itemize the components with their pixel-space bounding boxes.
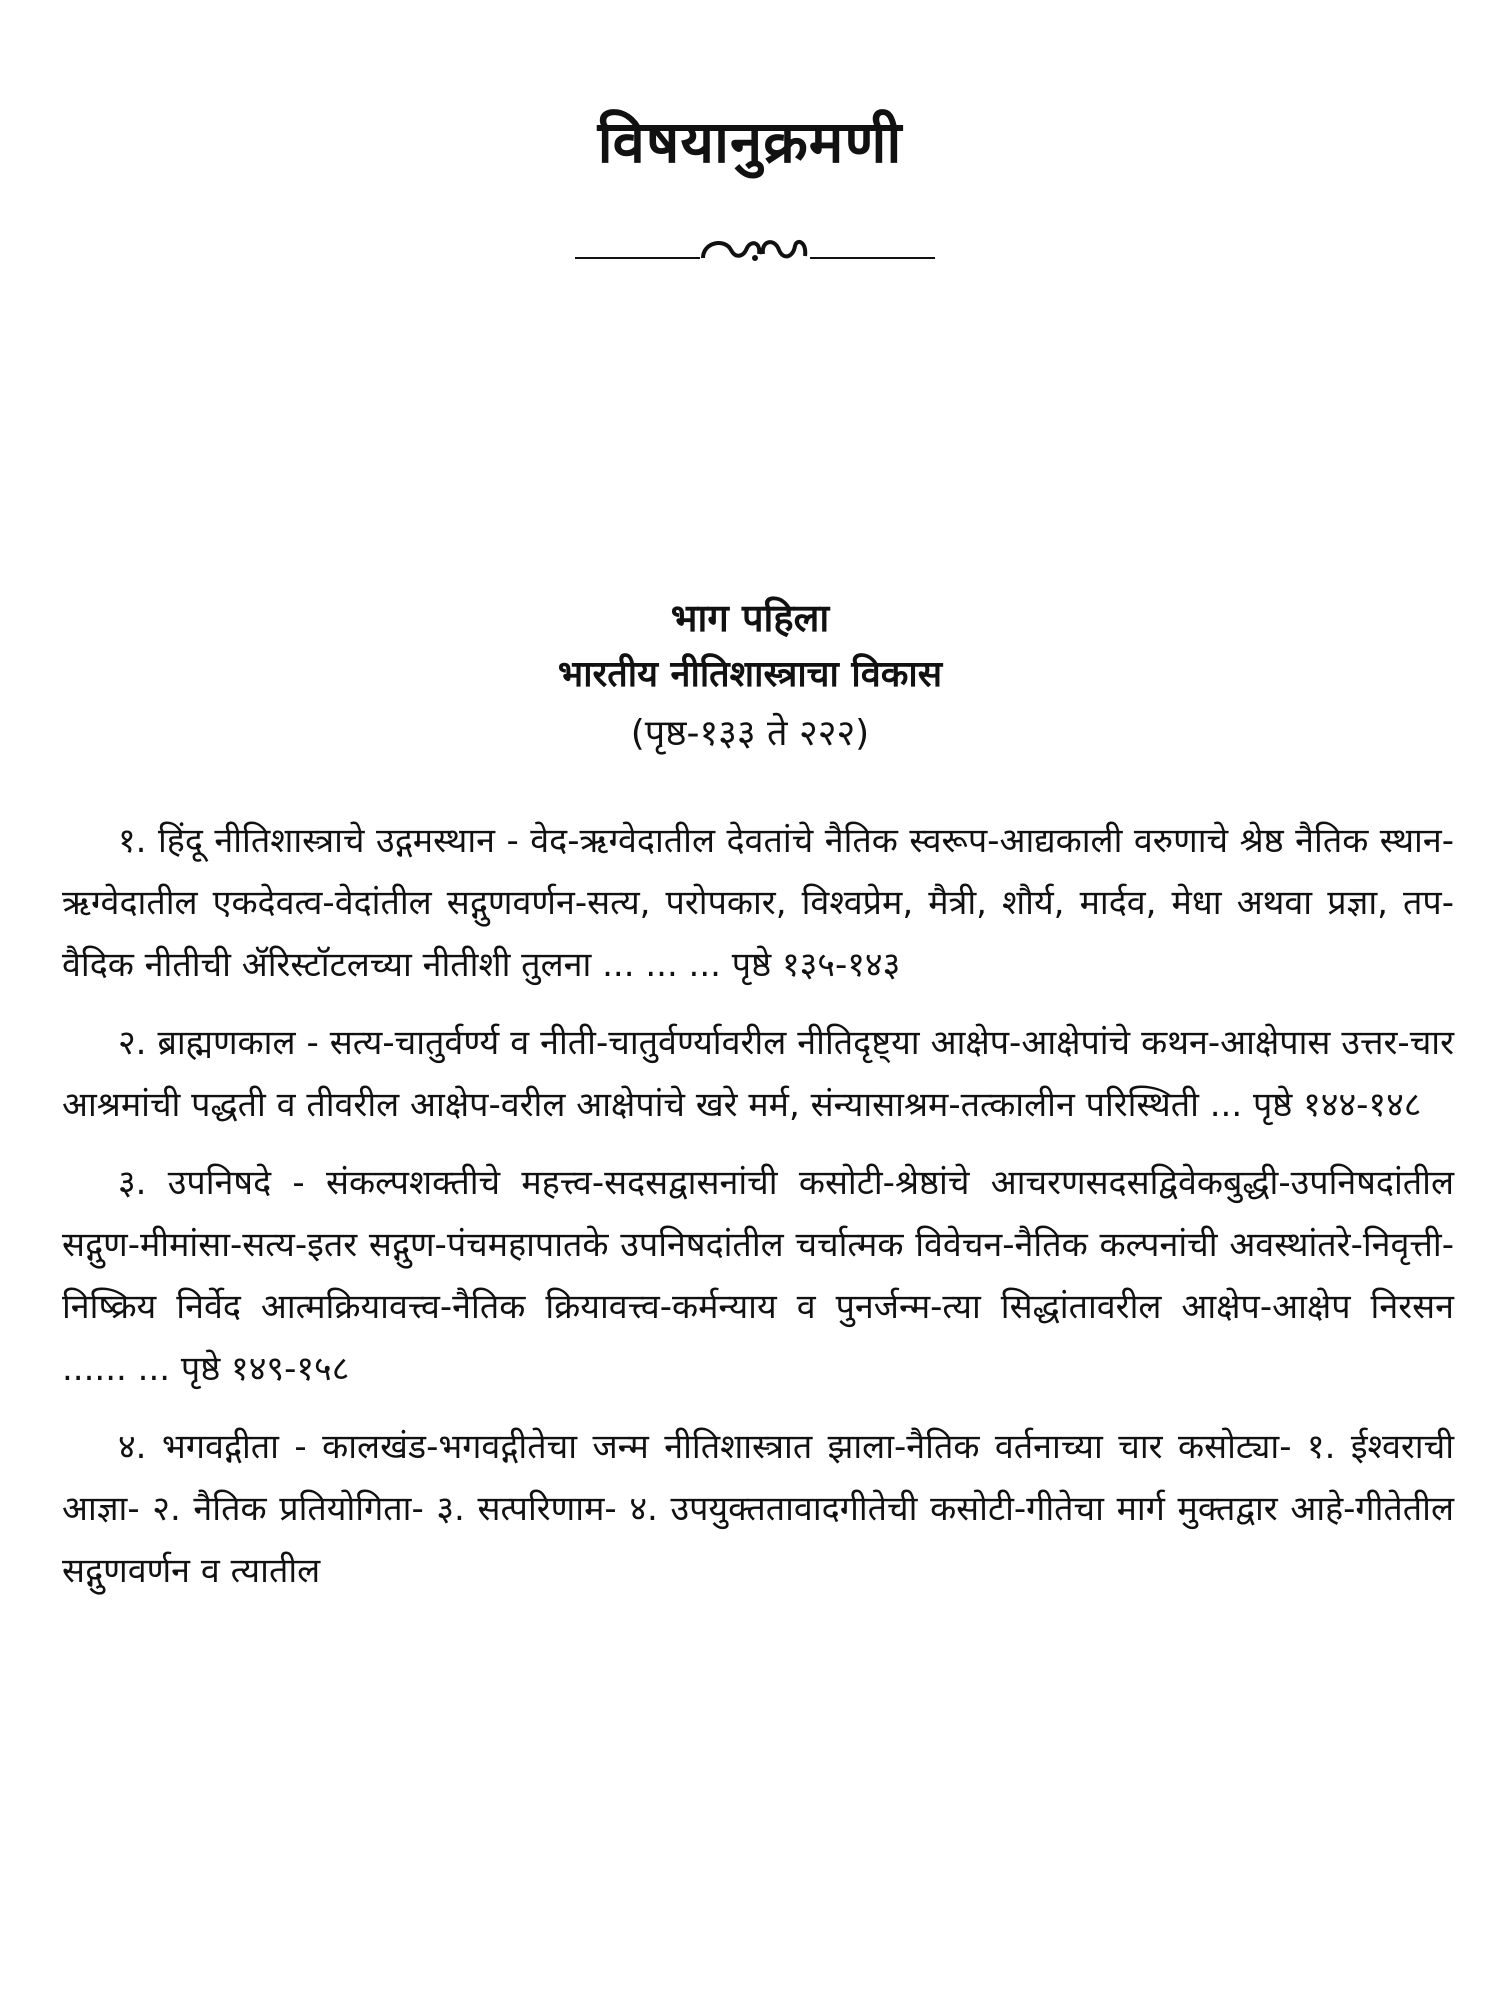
title-divider-ornament [575, 228, 935, 268]
part-page-range: (पृष्ठ-१३३ ते २२२) [630, 713, 870, 754]
page-title: विषयानुक्रमणी [597, 108, 903, 176]
part-heading-block [0, 590, 1500, 764]
part-title: भाग पहिला [670, 596, 830, 640]
contents-entry: ४. भगवद्गीता - कालखंड-भगवद्गीतेचा जन्म नीतिशास्त्रात झाला-नैतिक वर्तनाच्या चार कसोट्या- १. ईश्वराची आज्ञा- २. नैतिक प्रतियोगिता- ३. सत्परिणाम- ४. उपयुक्ततावादगीतेची कसोटी-गीतेचा मार्ग मुक्तद्वार आहे-गीतेतील सद्गुणवर्णन व त्यातील [62, 1427, 1454, 1591]
contents-entry: १. हिंदू नीतिशास्त्राचे उद्गमस्थान - वेद-ऋग्वेदातील देवतांचे नैतिक स्वरूप-आद्यकाली वरुणाचे श्रेष्ठ नैतिक स्थान-ऋग्वेदातील एकदेवत्व-वेदांतील सद्गुणवर्णन-सत्य, परोपकार, विश्वप्रेम, मैत्री, शौर्य, मार्दव, मेधा अथवा प्रज्ञा, तप-वैदिक नीतीची ॲरिस्टॉटलच्या नीतीशी तुलना ... ... ... पृष्ठे १३५-१४३ [62, 821, 1454, 985]
contents-entry: २. ब्राह्मणकाल - सत्य-चातुर्वर्ण्य व नीती-चातुर्वर्ण्यावरील नीतिदृष्ट्या आक्षेप-आक्षेपांचे कथन-आक्षेपास उत्तर-चार आश्रमांची पद्धती व तीवरील आक्षेप-वरील आक्षेपांचे खरे मर्म, संन्यासाश्रम-तत्कालीन परिस्थिती ... पृष्ठे १४४-१४८ [62, 1023, 1454, 1125]
contents-entry: ३. उपनिषदे - संकल्पशक्तीचे महत्त्व-सदसद्वासनांची कसोटी-श्रेष्ठांचे आचरणसदसद्विवेकबुद्धी-उपनिषदांतील सद्गुण-मीमांसा-सत्य-इतर सद्गुण-पंचमहापातके उपनिषदांतील चर्चात्मक विवेचन-नैतिक कल्पनांची अवस्थांतरे-निवृत्ती-निष्क्रिय निर्वेद आत्मक्रियावत्त्व-नैतिक क्रियावत्त्व-कर्मन्याय व पुनर्जन्म-त्या सिद्धांतावरील आक्षेप-आक्षेप निरसन ...... ... पृष्ठे १४९-१५८ [62, 1163, 1454, 1389]
part-subtitle: भारतीय नीतिशास्त्राचा विकास [557, 654, 943, 695]
contents-entries [62, 810, 1454, 1618]
